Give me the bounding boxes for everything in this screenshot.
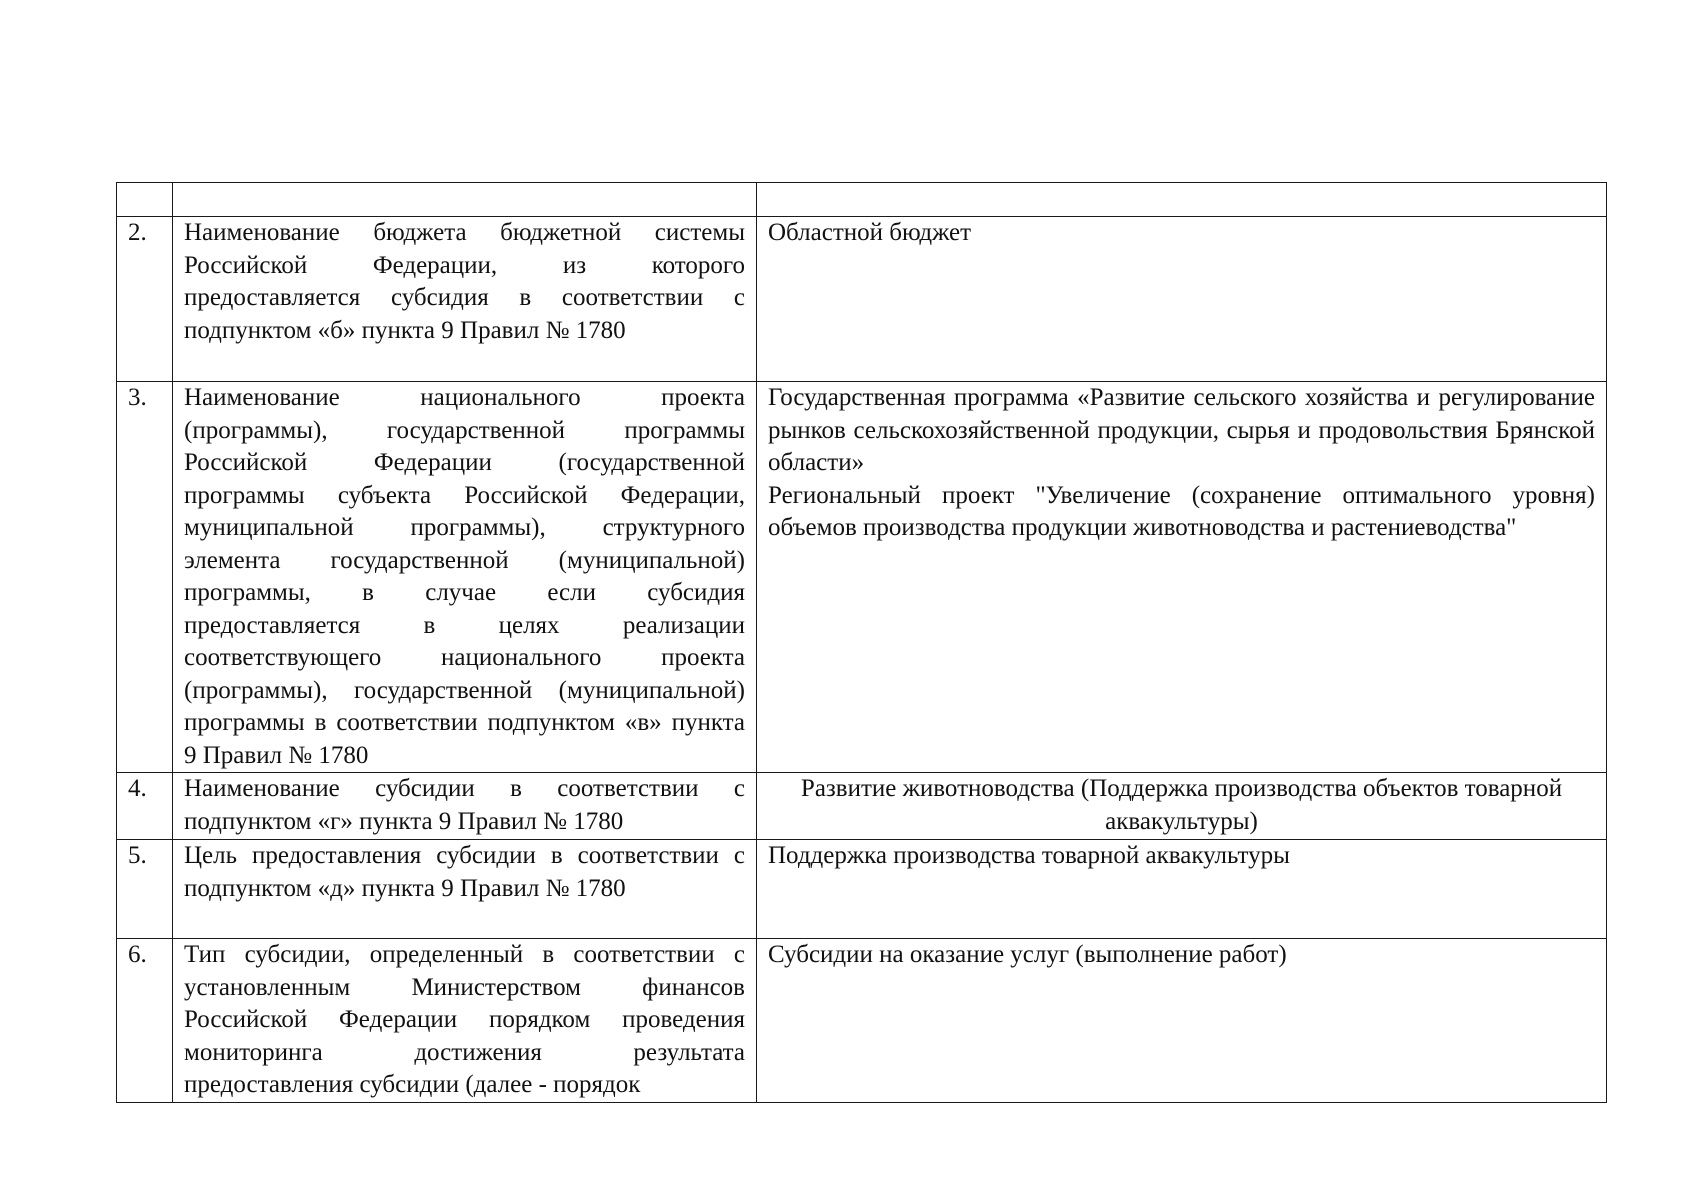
row-value-cell: Развитие животноводства (Поддержка производства объектов товарной аквакультуры) [757, 773, 1607, 840]
row-number-cell [117, 183, 173, 217]
row-number-cell: 2. [117, 217, 173, 382]
row-label-cell [173, 939, 757, 1103]
subsidy-info-table [116, 182, 1607, 1103]
row-value-text: Областной бюджет [768, 219, 972, 246]
table-row [117, 840, 1607, 939]
row-label-cell [173, 382, 757, 773]
row-label-cell [173, 773, 757, 840]
row-label-cell [173, 217, 757, 382]
row-value-cell [757, 840, 1607, 939]
row-label-text: Наименование национального проекта (программы), государственной программы Российской Федерации (государственной программы субъекта Российской Федерации, муниципальной программы), структурного элемента государственной (муниципальной) программы, в случае если субсидия предоставляется в целях реализации соответствующего национального проекта (программы), государственной (муниципальной) программы в соответствии подпунктом «в» пункта 9 Правил № 1780 [184, 384, 745, 769]
regional-project-text: Региональный проект "Увеличение (сохранение оптимального уровня) объемов производства продукции животноводства и растениеводства" [768, 481, 1595, 541]
table-row [117, 217, 1607, 382]
row-number-cell: 4. [117, 773, 173, 840]
row-value-cell [757, 217, 1607, 382]
row-value-cell [757, 939, 1607, 1103]
row-label-text: Тип субсидии, определенный в соответствии с установленным Министерством финансов Российской Федерации порядком проведения мониторинга достижения результата предоставления субсидии (далее - порядок [184, 941, 745, 1098]
row-label-cell [173, 840, 757, 939]
row-value-cell [757, 382, 1607, 773]
row-label-cell [173, 183, 757, 217]
table-row [117, 183, 1607, 217]
row-value-text: Поддержка производства товарной аквакультуры [768, 842, 1290, 869]
row-value-cell [757, 183, 1607, 217]
table-row [117, 939, 1607, 1103]
row-number-cell: 3. [117, 382, 173, 773]
row-number-cell: 6. [117, 939, 173, 1103]
row-label-text: Наименование бюджета бюджетной системы Российской Федерации, из которого предоставляется субсидия в соответствии с подпунктом «б» пункта 9 Правил № 1780 [184, 219, 745, 344]
row-label-text: Цель предоставления субсидии в соответствии с подпунктом «д» пункта 9 Правил № 1780 [184, 842, 745, 902]
program-name-text: Государственная программа «Развитие сельского хозяйства и регулирование рынков сельскохозяйственной продукции, сырья и продовольствия Брянской области» [768, 384, 1595, 476]
row-number-cell: 5. [117, 840, 173, 939]
table-row [117, 773, 1607, 840]
table-row [117, 382, 1607, 773]
row-label-text: Наименование субсидии в соответствии с подпунктом «г» пункта 9 Правил № 1780 [184, 775, 745, 835]
row-value-text: Субсидии на оказание услуг (выполнение работ) [768, 941, 1287, 968]
